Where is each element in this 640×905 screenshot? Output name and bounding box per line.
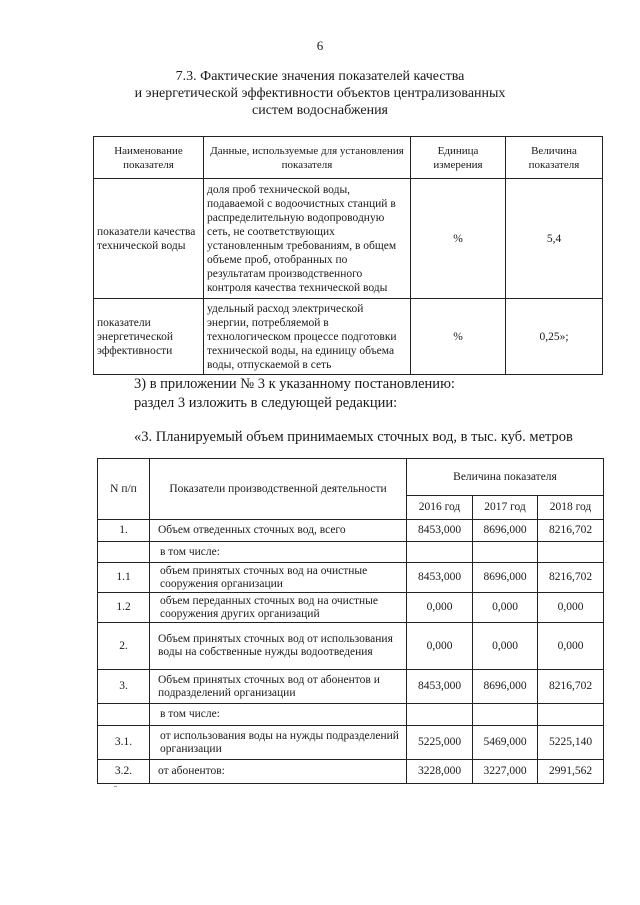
- section-title-line: систем водоснабжения: [251, 103, 388, 118]
- row-number: 1.: [98, 520, 150, 542]
- row-label: Объем принятых сточных вод от абонентов и подразделений организации: [150, 670, 407, 704]
- row-value: 8696,000: [473, 563, 538, 593]
- row-label: объем переданных сточных вод на очистные сооружения других организаций: [150, 593, 407, 623]
- paragraph-section-heading: «3. Планируемый объем принимаемых сточных вод, в тыс. куб. метров: [134, 429, 573, 445]
- row-value: [538, 542, 604, 563]
- indicator-unit: %: [411, 179, 506, 299]
- row-label: от абонентов:: [150, 760, 407, 784]
- quality-indicators-table: [93, 136, 603, 375]
- row-value: 5225,140: [538, 726, 604, 760]
- row-label: в том числе:: [150, 704, 407, 726]
- column-header-year: 2016 год: [407, 496, 473, 520]
- table-row: [94, 179, 603, 299]
- row-value: [538, 704, 604, 726]
- section-title-line: 7.3. Фактические значения показателей качества: [175, 69, 465, 84]
- row-value: 3227,000: [473, 760, 538, 784]
- section-title-line: и энергетической эффективности объектов централизованных: [134, 86, 506, 101]
- row-label: Объем принятых сточных вод от использования воды на собственные нужды водоотведения: [150, 623, 407, 670]
- row-label: от использования воды на нужды подразделений организации: [150, 726, 407, 760]
- table-header-row: [94, 137, 603, 179]
- paragraph-instruction: раздел 3 изложить в следующей редакции:: [134, 395, 398, 411]
- column-header: Единица измерения: [411, 137, 506, 179]
- row-value: 8453,000: [407, 563, 473, 593]
- table-row: [98, 623, 604, 670]
- row-value: [407, 704, 473, 726]
- row-value: 5225,000: [407, 726, 473, 760]
- row-number: 3.1.: [98, 726, 150, 760]
- indicator-data: доля проб технической воды, подаваемой с водоочистных станций в распределительную водопроводную сеть, не соответствующих установленным требованиям, в общем объеме проб, отобранных по результатам производственного контроля качества технической воды: [204, 179, 411, 299]
- row-number: 1.1: [98, 563, 150, 593]
- table-row: [98, 704, 604, 726]
- row-value: 0,000: [473, 623, 538, 670]
- indicator-unit: %: [411, 299, 506, 375]
- table-row: [98, 520, 604, 542]
- column-header-num: N п/п: [98, 459, 150, 520]
- section-title: [0, 68, 640, 119]
- row-value: 0,000: [538, 593, 604, 623]
- table-header-row: [98, 459, 604, 496]
- row-value: 0,000: [473, 593, 538, 623]
- row-label: объем принятых сточных вод на очистные сооружения организации: [150, 563, 407, 593]
- column-header-year: 2017 год: [473, 496, 538, 520]
- table-row: [98, 593, 604, 623]
- row-value: [473, 704, 538, 726]
- column-header: Данные, используемые для установления показателя: [204, 137, 411, 179]
- row-value: 8216,702: [538, 563, 604, 593]
- table-row: [94, 299, 603, 375]
- row-value: 0,000: [538, 623, 604, 670]
- row-number: 2.: [98, 623, 150, 670]
- row-value: 8216,702: [538, 670, 604, 704]
- table-row: [98, 670, 604, 704]
- row-value: 5469,000: [473, 726, 538, 760]
- row-value: [407, 542, 473, 563]
- row-number: 3.2.: [98, 760, 150, 784]
- column-header: Величина показателя: [506, 137, 603, 179]
- page-number: 6: [316, 38, 324, 53]
- scan-mark: [114, 786, 117, 787]
- table-row: [98, 726, 604, 760]
- indicator-name: показатели энергетической эффективности: [94, 299, 204, 375]
- row-value: 8696,000: [473, 520, 538, 542]
- row-label: Объем отведенных сточных вод, всего: [150, 520, 407, 542]
- row-value: 8453,000: [407, 520, 473, 542]
- row-value: 8696,000: [473, 670, 538, 704]
- row-number: [98, 704, 150, 726]
- column-header: Наименование показателя: [94, 137, 204, 179]
- row-number: [98, 542, 150, 563]
- row-number: 1.2: [98, 593, 150, 623]
- indicator-value: 5,4: [506, 179, 603, 299]
- row-label: в том числе:: [150, 542, 407, 563]
- indicator-value: 0,25»;: [506, 299, 603, 375]
- row-value: 8453,000: [407, 670, 473, 704]
- row-value: 8216,702: [538, 520, 604, 542]
- indicator-name: показатели качества технической воды: [94, 179, 204, 299]
- table-row: [98, 760, 604, 784]
- indicator-data: удельный расход электрической энергии, потребляемой в технологическом процессе подготовки технической воды, на единицу объема воды, отпускаемой в сеть: [204, 299, 411, 375]
- row-value: 0,000: [407, 593, 473, 623]
- table-row: [98, 563, 604, 593]
- row-value: [473, 542, 538, 563]
- row-value: 3228,000: [407, 760, 473, 784]
- row-value: 2991,562: [538, 760, 604, 784]
- column-header-indicator: Показатели производственной деятельности: [150, 459, 407, 520]
- row-value: 0,000: [407, 623, 473, 670]
- paragraph-amendment: 3) в приложении № 3 к указанному постановлению:: [134, 376, 455, 392]
- wastewater-volume-table: [97, 458, 604, 784]
- row-number: 3.: [98, 670, 150, 704]
- column-header-year: 2018 год: [538, 496, 604, 520]
- column-header-value-group: Величина показателя: [407, 459, 604, 496]
- table-row: [98, 542, 604, 563]
